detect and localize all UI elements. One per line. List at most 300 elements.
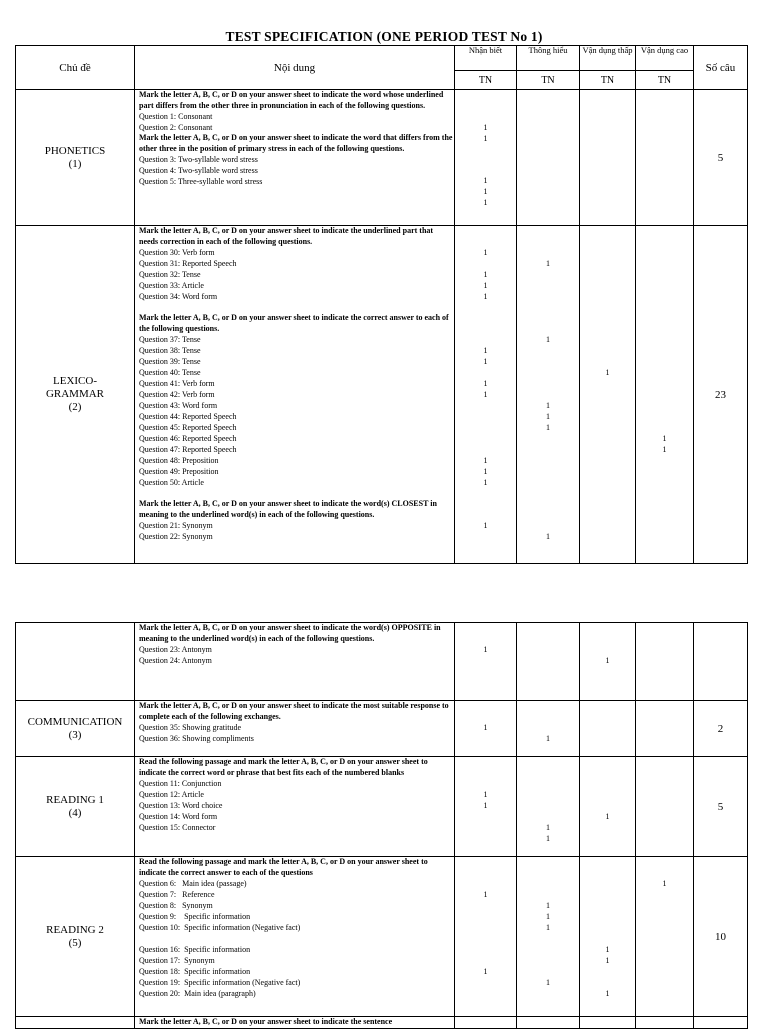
topic-label: (4) [68, 806, 82, 819]
level-mark [517, 433, 579, 444]
level-mark [580, 378, 635, 389]
level-mark [636, 378, 693, 389]
level-mark: 1 [546, 734, 550, 743]
question-line: Question 48: Preposition [139, 456, 219, 465]
topic-label: PHONETICS [44, 144, 106, 157]
content-cell [135, 857, 455, 1017]
level-mark [636, 455, 693, 466]
question-line: Question 16: Specific information [139, 945, 251, 954]
topic-cell [16, 857, 135, 1017]
level-mark [636, 833, 693, 844]
level-mark [636, 922, 693, 933]
question-line: Question 7: Reference [139, 890, 215, 899]
level-mark [580, 433, 635, 444]
content-cell [135, 701, 455, 757]
question-line: Question 32: Tense [139, 270, 201, 279]
level-cell [580, 623, 636, 701]
question-line: Question 40: Tense [139, 368, 201, 377]
topic-label: (3) [68, 728, 82, 741]
level-mark [455, 878, 516, 889]
level-mark [636, 531, 693, 542]
question-line: Question 9: Specific information [139, 912, 251, 921]
level-mark [455, 977, 516, 988]
level-mark [517, 280, 579, 291]
level-mark [636, 269, 693, 280]
section-row [16, 701, 748, 757]
level-mark [517, 247, 579, 258]
level-mark [580, 477, 635, 488]
level-mark [580, 175, 635, 186]
level-mark [580, 291, 635, 302]
level-mark: 1 [605, 811, 610, 821]
question-count: 23 [694, 226, 748, 564]
spec-table-page-2 [15, 622, 748, 1029]
level-mark [517, 944, 579, 955]
question-line: Question 37: Tense [139, 335, 201, 344]
level-mark [580, 422, 635, 433]
question-line: Question 43: Word form [139, 401, 218, 410]
level-mark [580, 466, 635, 477]
level-cell [455, 623, 517, 701]
topic-cell [16, 226, 135, 564]
instruction-text: Mark the letter A, B, C, or D on your answer sheet to indicate the word whose underlined part differs from the other three in pronunciation in each of the following questions. [139, 90, 444, 110]
level-mark [517, 966, 579, 977]
content-cell [135, 90, 455, 226]
level-cell [517, 701, 580, 757]
level-mark [455, 411, 516, 422]
level-cell [580, 757, 636, 857]
header-tn: TN [580, 71, 636, 90]
level-mark [580, 186, 635, 197]
header-content: Nội dung [135, 46, 455, 90]
level-mark [636, 889, 693, 900]
level-cell [636, 90, 694, 226]
level-mark [636, 175, 693, 186]
question-line: Question 19: Specific information (Negative fact) [139, 978, 301, 987]
section-row [16, 1017, 748, 1029]
level-mark [580, 247, 635, 258]
level-mark [517, 367, 579, 378]
level-mark [636, 122, 693, 133]
question-line: Question 8: Synonym [139, 901, 213, 910]
level-mark [636, 988, 693, 999]
level-cell [517, 226, 580, 564]
instruction-text: Mark the letter A, B, C, or D on your answer sheet to indicate the most suitable response to complete each of the following exchanges. [139, 701, 449, 721]
level-mark [517, 122, 579, 133]
level-mark [636, 900, 693, 911]
question-line: Question 4: Two-syllable word stress [139, 166, 258, 175]
level-mark [580, 878, 635, 889]
level-mark: 1 [483, 456, 488, 465]
level-mark: 1 [483, 967, 488, 976]
level-mark [517, 955, 579, 966]
level-mark: 1 [546, 401, 550, 410]
level-mark [580, 356, 635, 367]
level-mark: 1 [546, 923, 550, 932]
level-mark [636, 520, 693, 531]
content-cell [135, 757, 455, 857]
level-cell [517, 623, 580, 701]
instruction-text: Read the following passage and mark the letter A, B, C, or D on your answer sheet to indicate the correct word or phrase that best fits each of the numbered blanks [139, 757, 428, 777]
instruction-text: Mark the letter A, B, C, or D on your answer sheet to indicate the word(s) CLOSEST in meaning to the underlined word(s) in each of the following questions. [139, 499, 437, 519]
question-line: Question 15: Connector [139, 823, 216, 832]
level-mark [580, 280, 635, 291]
question-count: 5 [694, 90, 748, 226]
level-mark [455, 258, 516, 269]
section-row [16, 226, 748, 564]
level-mark [517, 389, 579, 400]
document-title: TEST SPECIFICATION (ONE PERIOD TEST No 1) [225, 29, 543, 44]
topic-label: GRAMMAR [45, 388, 105, 400]
level-mark: 1 [546, 822, 550, 832]
level-mark [636, 400, 693, 411]
level-mark: 1 [483, 198, 488, 207]
topic-label: LEXICO- [53, 375, 97, 387]
level-mark [636, 955, 693, 966]
level-cell [517, 90, 580, 226]
question-line: Question 38: Tense [139, 346, 201, 355]
level-cell [580, 701, 636, 757]
level-mark [455, 531, 516, 542]
question-line: Question 3: Two-syllable word stress [139, 155, 258, 164]
level-mark [636, 345, 693, 356]
question-line: Question 17: Synonym [139, 956, 215, 965]
level-mark: 1 [546, 978, 550, 987]
level-mark: 1 [483, 890, 488, 899]
level-mark [636, 133, 693, 144]
level-mark [455, 422, 516, 433]
question-line: Question 13: Word choice [139, 801, 223, 810]
question-line: Question 5: Three-syllable word stress [139, 177, 263, 186]
level-mark [455, 367, 516, 378]
level-mark [455, 988, 516, 999]
level-mark [517, 291, 579, 302]
level-mark: 1 [662, 879, 667, 888]
level-mark [636, 466, 693, 477]
question-line: Question 39: Tense [139, 357, 201, 366]
level-mark [636, 291, 693, 302]
level-mark [580, 444, 635, 455]
level-mark [636, 334, 693, 345]
topic-label: COMMUNICATION [27, 715, 123, 728]
level-mark [517, 345, 579, 356]
level-mark [580, 197, 635, 208]
question-line: Question 20: Main idea (paragraph) [139, 989, 256, 998]
level-mark [636, 258, 693, 269]
level-cell [455, 701, 517, 757]
level-mark [517, 800, 579, 811]
level-mark [580, 833, 635, 844]
level-mark [636, 800, 693, 811]
topic-cell [16, 757, 135, 857]
level-mark [455, 400, 516, 411]
level-mark [517, 811, 579, 822]
level-mark [580, 822, 635, 833]
level-mark: 1 [483, 478, 488, 487]
level-mark [636, 477, 693, 488]
level-mark: 1 [483, 379, 488, 388]
question-line: Question 47: Reported Speech [139, 445, 237, 454]
level-mark: 1 [605, 656, 610, 665]
level-mark [455, 444, 516, 455]
section-row [16, 757, 748, 857]
level-mark [580, 644, 635, 655]
instruction-text: Read the following passage and mark the letter A, B, C, or D on your answer sheet to indicate the correct answer to each of the questions [139, 857, 428, 877]
level-mark: 1 [483, 723, 488, 732]
topic-label: READING 1 [46, 793, 104, 806]
question-line: Question 11: Conjunction [139, 779, 222, 788]
level-mark [455, 911, 516, 922]
level-mark [517, 889, 579, 900]
level-mark [636, 811, 693, 822]
level-mark [580, 133, 635, 144]
level-cell [517, 757, 580, 857]
level-cell [580, 226, 636, 564]
question-line: Question 12: Article [139, 790, 204, 799]
level-mark [636, 367, 693, 378]
level-mark: 1 [546, 412, 550, 421]
question-line: Question 36: Showing compliments [139, 734, 254, 743]
level-mark [580, 911, 635, 922]
level-mark [455, 733, 516, 744]
instruction-text: Mark the letter A, B, C, or D on your answer sheet to indicate the word that differs from the other three in the position of primary stress in each of the following questions. [139, 133, 453, 153]
level-mark [455, 655, 516, 666]
level-cell [636, 226, 694, 564]
level-mark [580, 411, 635, 422]
question-line: Question 35: Showing gratitude [139, 723, 241, 732]
question-line: Question 34: Word form [139, 292, 218, 301]
level-mark: 1 [483, 292, 488, 301]
level-mark [580, 900, 635, 911]
level-mark: 1 [546, 901, 550, 910]
level-mark [636, 186, 693, 197]
level-mark [580, 400, 635, 411]
level-mark [517, 356, 579, 367]
section-row [16, 90, 748, 226]
level-mark [636, 411, 693, 422]
level-mark [580, 977, 635, 988]
header-topic: Chủ đề [16, 46, 135, 90]
level-mark [580, 520, 635, 531]
level-mark [455, 811, 516, 822]
level-mark: 1 [483, 800, 488, 810]
level-mark [636, 389, 693, 400]
topic-cell [16, 90, 135, 226]
instruction-text: Mark the letter A, B, C, or D on your answer sheet to indicate the underlined part that needs correction in each of the following questions. [139, 226, 434, 246]
level-mark [636, 822, 693, 833]
topic-label: (2) [68, 401, 82, 413]
level-cell [636, 757, 694, 857]
question-count: 5 [694, 757, 748, 857]
topic-cell [16, 701, 135, 757]
level-cell [636, 623, 694, 701]
level-mark: 1 [662, 434, 667, 443]
level-mark [517, 197, 579, 208]
level-cell [517, 857, 580, 1017]
level-mark: 1 [546, 423, 550, 432]
question-count: 10 [694, 857, 748, 1017]
question-line: Question 46: Reported Speech [139, 434, 237, 443]
question-count: 2 [694, 701, 748, 757]
level-cell [636, 857, 694, 1017]
level-mark: 1 [483, 390, 488, 399]
level-mark [517, 466, 579, 477]
level-mark: 1 [483, 645, 488, 654]
level-mark: 1 [546, 259, 550, 268]
level-mark [636, 977, 693, 988]
question-line: Question 41: Verb form [139, 379, 215, 388]
level-mark [580, 789, 635, 800]
question-line: Question 22: Synonym [139, 532, 213, 541]
level-mark [455, 433, 516, 444]
level-mark [580, 800, 635, 811]
question-line: Question 49: Preposition [139, 467, 219, 476]
level-mark [517, 789, 579, 800]
question-line: Question 18: Specific information [139, 967, 251, 976]
level-mark [517, 175, 579, 186]
level-mark: 1 [546, 335, 550, 344]
level-mark [517, 722, 579, 733]
level-mark: 1 [483, 281, 488, 290]
question-line: Question 24: Antonym [139, 656, 212, 665]
level-mark [636, 197, 693, 208]
header-tn: TN [517, 71, 580, 90]
question-line: Question 2: Consonant [139, 123, 213, 132]
level-mark: 1 [483, 176, 488, 185]
level-mark [517, 988, 579, 999]
level-mark [636, 655, 693, 666]
level-mark: 1 [605, 945, 610, 954]
level-mark [580, 733, 635, 744]
level-mark [517, 186, 579, 197]
level-mark: 1 [483, 789, 488, 799]
level-mark [636, 966, 693, 977]
topic-label: (1) [68, 157, 82, 170]
level-mark [517, 133, 579, 144]
level-mark [580, 531, 635, 542]
level-cell [636, 701, 694, 757]
header-level-high-application: Vận dụng cao [636, 46, 694, 71]
topic-cell [16, 623, 135, 701]
question-line: Question 1: Consonant [139, 112, 213, 121]
level-mark: 1 [483, 467, 488, 476]
level-mark [580, 269, 635, 280]
level-mark [580, 389, 635, 400]
question-line: Question 23: Antonym [139, 645, 212, 654]
level-mark [636, 944, 693, 955]
level-mark: 1 [546, 912, 550, 921]
instruction-text: Mark the letter A, B, C, or D on your answer sheet to indicate the word(s) OPPOSITE in meaning to the underlined word(s) in each of the following questions. [139, 623, 441, 643]
level-mark [580, 722, 635, 733]
level-mark [517, 644, 579, 655]
level-mark: 1 [546, 833, 550, 843]
level-cell [580, 857, 636, 1017]
question-count [694, 623, 748, 701]
level-mark [580, 889, 635, 900]
header-level-low-application: Vận dụng thấp [580, 46, 636, 71]
level-mark: 1 [546, 532, 550, 541]
level-mark [580, 334, 635, 345]
level-mark [517, 520, 579, 531]
topic-label: READING 2 [46, 923, 104, 936]
level-cell [455, 857, 517, 1017]
level-mark [636, 722, 693, 733]
level-mark [580, 966, 635, 977]
level-mark [517, 444, 579, 455]
header-level-recognition: Nhận biết [455, 46, 517, 71]
level-mark [580, 122, 635, 133]
instruction-text: Mark the letter A, B, C, or D on your answer sheet to indicate the correct answer to each of the following questions. [139, 313, 449, 333]
level-mark [455, 955, 516, 966]
level-mark [517, 455, 579, 466]
header-total: Số câu [694, 46, 748, 90]
level-mark: 1 [483, 122, 488, 132]
section-row [16, 857, 748, 1017]
level-mark [455, 822, 516, 833]
level-mark [517, 269, 579, 280]
level-mark [580, 258, 635, 269]
question-line: Question 6: Main idea (passage) [139, 879, 247, 888]
question-line: Question 31: Reported Speech [139, 259, 237, 268]
question-line: Question 30: Verb form [139, 248, 215, 257]
level-mark [580, 455, 635, 466]
level-mark: 1 [605, 956, 610, 965]
level-mark: 1 [483, 346, 488, 355]
level-mark [580, 345, 635, 356]
instruction-text: Mark the letter A, B, C, or D on your answer sheet to indicate the sentence [139, 1017, 393, 1026]
level-mark: 1 [483, 187, 488, 196]
level-mark: 1 [483, 133, 488, 143]
level-mark: 1 [483, 357, 488, 366]
question-line: Question 45: Reported Speech [139, 423, 237, 432]
question-line: Question 50: Article [139, 478, 204, 487]
topic-label: (5) [68, 936, 82, 949]
level-cell [455, 226, 517, 564]
header-level-comprehension: Thông hiểu [517, 46, 580, 71]
spec-table-page-1 [15, 45, 748, 564]
header-tn: TN [455, 71, 517, 90]
level-mark: 1 [483, 270, 488, 279]
section-row [16, 623, 748, 701]
level-mark [455, 833, 516, 844]
level-mark: 1 [483, 521, 488, 530]
content-cell [135, 226, 455, 564]
question-line: Question 44: Reported Speech [139, 412, 237, 421]
level-mark [455, 900, 516, 911]
level-mark [455, 922, 516, 933]
content-cell [135, 623, 455, 701]
level-mark [636, 789, 693, 800]
level-mark [580, 922, 635, 933]
level-mark [636, 356, 693, 367]
level-mark [636, 733, 693, 744]
level-mark [636, 422, 693, 433]
question-line: Question 21: Synonym [139, 521, 213, 530]
level-cell [580, 90, 636, 226]
level-mark [636, 644, 693, 655]
level-mark [636, 911, 693, 922]
question-line: Question 14: Word form [139, 812, 218, 821]
header-tn: TN [636, 71, 694, 90]
level-mark: 1 [662, 445, 667, 454]
level-mark [636, 280, 693, 291]
level-mark [517, 378, 579, 389]
level-mark: 1 [605, 989, 610, 998]
level-mark: 1 [483, 248, 488, 257]
level-cell [455, 90, 517, 226]
level-mark [455, 944, 516, 955]
level-mark: 1 [605, 368, 610, 377]
